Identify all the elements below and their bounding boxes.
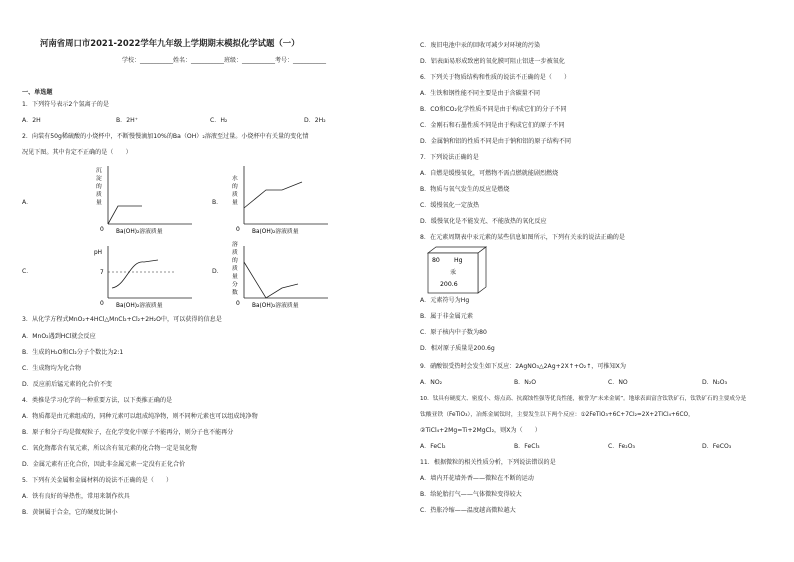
q4-option-b: B．原子和分子均是微观粒子，在化学变化中原子不能再分，则分子也不能再分 — [22, 429, 234, 436]
q10-option-b: B．FeCl₃ — [514, 443, 540, 450]
q10-stem-line2: 钛酸亚铁（FeTiO₃），冶炼金属钛时，主要发生以下两个反应：①2FeTiO₃+6C+7Cl₂=2X+2TiCl₄+6CO， — [420, 412, 694, 418]
q7-stem: 7．下列说法正确的是 — [420, 154, 479, 161]
graph-c-tick-7: 7 — [100, 270, 104, 276]
graph-d-ylabel-7: 数 — [232, 290, 238, 296]
q2-stem-line2: 况见下图。其中肯定不正确的是（ ） — [22, 149, 132, 156]
graph-d-ylabel-3: 的 — [232, 258, 238, 264]
q9-option-b: B．N₂O — [514, 379, 537, 386]
graph-d-ylabel-4: 质 — [232, 266, 238, 272]
q7-option-b: B．物质与氧气发生的反应是燃烧 — [420, 186, 510, 193]
q4-option-a: A．物质都是由元素组成的，同种元素可以组成纯净物，则不同种元素也可以组成纯净物 — [22, 413, 258, 420]
q9-option-d: D．N₂O₃ — [702, 379, 728, 386]
q1-option-b: B．2H⁺ — [116, 117, 138, 124]
q4-option-d: D．金属元素有正化合价，因此非金属元素一定没有正化合价 — [22, 461, 186, 468]
q8-option-d: D．相对原子质量是200.6g — [420, 345, 495, 352]
graph-b-ylabel-2: 的 — [232, 184, 238, 190]
graph-d-origin: 0 — [236, 300, 240, 307]
q7-option-a: A．自燃是缓慢氧化，可燃物不需点燃就能剧烈燃烧 — [420, 170, 559, 177]
q6-option-c: C．金刚石和石墨性质不同是由于构成它们的原子不同 — [420, 122, 565, 129]
student-info-line: 学校：___________姓名：___________班级：___________考号：___________ — [122, 57, 327, 64]
graph-b-origin: 0 — [236, 226, 240, 233]
mercury-element-card — [426, 245, 490, 295]
graph-a-ylabel-3: 的 — [96, 184, 102, 190]
q6-stem: 6．下列关于物质结构和性质的说法不正确的是（ ） — [420, 74, 571, 81]
q6-option-a: A．生铁和钢性能不同主要是由于含碳量不同 — [420, 90, 540, 97]
graph-a-ylabel-5: 量 — [96, 200, 102, 206]
q6-option-d: D．金属钠和铝的性质不同是由于钠和铝的原子结构不同 — [420, 138, 571, 145]
q4-stem: 4．类推是学习化学的一种重要方法，以下类推正确的是 — [22, 397, 173, 404]
graph-a-ylabel-2: 淀 — [96, 176, 102, 182]
graph-b-ylabel-3: 质 — [232, 192, 238, 198]
graph-b-ylabel-1: 水 — [232, 176, 238, 182]
q1-option-a: A．2H — [22, 117, 41, 124]
q10-option-c: C．Fe₂O₃ — [608, 443, 635, 450]
q10-stem-line1: 10．钛具有硬度大、密度小、熔点高、抗腐蚀性强等优良性能，被誉为“未来金属”。地球表面富含钛铁矿石，钛铁矿石的主要成分是 — [420, 396, 747, 402]
graph-c-letter: C． — [22, 268, 33, 275]
graph-d-letter: D． — [212, 268, 223, 275]
left-column — [22, 0, 394, 562]
graph-d-ylabel-2: 质 — [232, 250, 238, 256]
q6-option-b: B．CO和CO₂化学性质不同是由于构成它们的分子不同 — [420, 106, 567, 113]
q11-option-c: C．热胀冷缩——温度越高微粒越大 — [420, 507, 516, 514]
q3-option-a: A．MnO₂遇到HCl就会反应 — [22, 333, 96, 340]
graph-a — [92, 160, 202, 240]
graph-d-ylabel-6: 分 — [232, 282, 238, 288]
graph-c-ylabel: pH — [94, 250, 103, 256]
q1-stem: 1．下列符号表示2个氢离子的是 — [22, 101, 109, 108]
q5-stem: 5．下列有关金属和金属材料的说法不正确的是（ ） — [22, 477, 173, 484]
q7-option-d: D．缓慢氧化是不能发光、不能放热的氧化反应 — [420, 218, 547, 225]
q5-option-b: B．黄铜属于合金，它的硬度比铜小 — [22, 509, 118, 516]
q5-option-a: A．铁有良好的导热性，常用来制作炊具 — [22, 493, 130, 500]
graph-a-origin: 0 — [100, 226, 104, 233]
q5-option-c: C．废旧电池中汞的回收可减少对环境的污染 — [420, 42, 541, 49]
graph-a-letter: A． — [22, 199, 33, 206]
q11-stem: 11．根据微粒的相关性质分析，下列说法错误的是 — [420, 459, 556, 466]
graph-d-ylabel-1: 溶 — [232, 242, 238, 248]
element-mass: 200.6 — [440, 281, 458, 288]
graph-a-ylabel-1: 沉 — [96, 168, 102, 174]
q3-stem: 3．从化学方程式MnO₂+4HCl△MnCl₂+Cl₂+2H₂O中，可以获得的信息是 — [22, 316, 222, 323]
q9-stem: 9．硝酸银受热时会发生如下反应：2AgNO₃△2Ag+2X↑+O₂↑，可推知X为 — [420, 363, 626, 370]
q3-option-b: B．生成的H₂O和Cl₂分子个数比为2:1 — [22, 349, 124, 356]
graph-b-ylabel-4: 量 — [232, 200, 238, 206]
graph-d-ylabel-5: 量 — [232, 274, 238, 280]
graph-b — [228, 160, 338, 240]
right-column — [420, 0, 792, 562]
element-name: 汞 — [450, 269, 457, 276]
page-title: 河南省周口市2021-2022学年九年级上学期期末模拟化学试题（一） — [40, 38, 300, 48]
q10-option-a: A．FeCl₂ — [420, 443, 446, 450]
q9-option-a: A．NO₂ — [420, 379, 443, 386]
q5-option-d: D．铝表面易形成致密的氧化膜可阻止铝进一步被氧化 — [420, 58, 565, 65]
graph-a-xlabel: Ba(OH)₂溶液质量 — [116, 229, 163, 235]
graph-a-ylabel-4: 质 — [96, 192, 102, 198]
graph-d-xlabel: Ba(OH)₂溶液质量 — [252, 303, 299, 309]
q10-stem-line3: ②TiCl₄+2Mg=Ti+2MgCl₂，则X为（ ） — [420, 427, 541, 434]
q3-option-d: D．反应前后锰元素的化合价不变 — [22, 381, 113, 388]
q10-option-d: D．FeCO₃ — [702, 443, 732, 450]
q8-option-a: A．元素符号为Hg — [420, 297, 470, 304]
graph-b-xlabel: Ba(OH)₂溶液质量 — [252, 229, 299, 235]
graph-c-xlabel: Ba(OH)₂溶液质量 — [116, 303, 163, 309]
element-symbol: Hg — [454, 257, 463, 264]
q4-option-c: C．氧化物都含有氧元素，所以含有氧元素的化合物一定是氧化物 — [22, 445, 197, 452]
q8-stem: 8．在元素周期表中汞元素的某些信息如图所示，下列有关汞的说法正确的是 — [420, 234, 625, 241]
q8-option-c: C．原子核内中子数为80 — [420, 329, 487, 336]
q2-stem-line1: 2．向装有50g稀硫酸的小烧杯中，不断慢慢滴加10%的Ba（OH）₂溶液至过量。小烧杯中有关量的变化情 — [22, 133, 309, 140]
graph-c — [92, 240, 202, 312]
q1-option-c: C．H₂ — [210, 117, 228, 124]
element-number: 80 — [432, 257, 440, 264]
q8-option-b: B．属于非金属元素 — [420, 313, 473, 320]
graph-c-origin: 0 — [100, 300, 104, 307]
q3-option-c: C．生成物均为化合物 — [22, 365, 82, 372]
graph-d — [228, 240, 338, 312]
q1-option-d: D．2H₂ — [304, 117, 326, 124]
section-heading: 一、单选题 — [22, 89, 53, 96]
q9-option-c: C．NO — [608, 379, 628, 386]
graph-b-letter: B． — [212, 199, 223, 206]
q11-option-b: B．给轮胎打气——气体微粒变得较大 — [420, 491, 522, 498]
q11-option-a: A．墙内开花墙外香——微粒在不断的运动 — [420, 475, 534, 482]
q7-option-c: C．缓慢氧化一定放热 — [420, 202, 480, 209]
